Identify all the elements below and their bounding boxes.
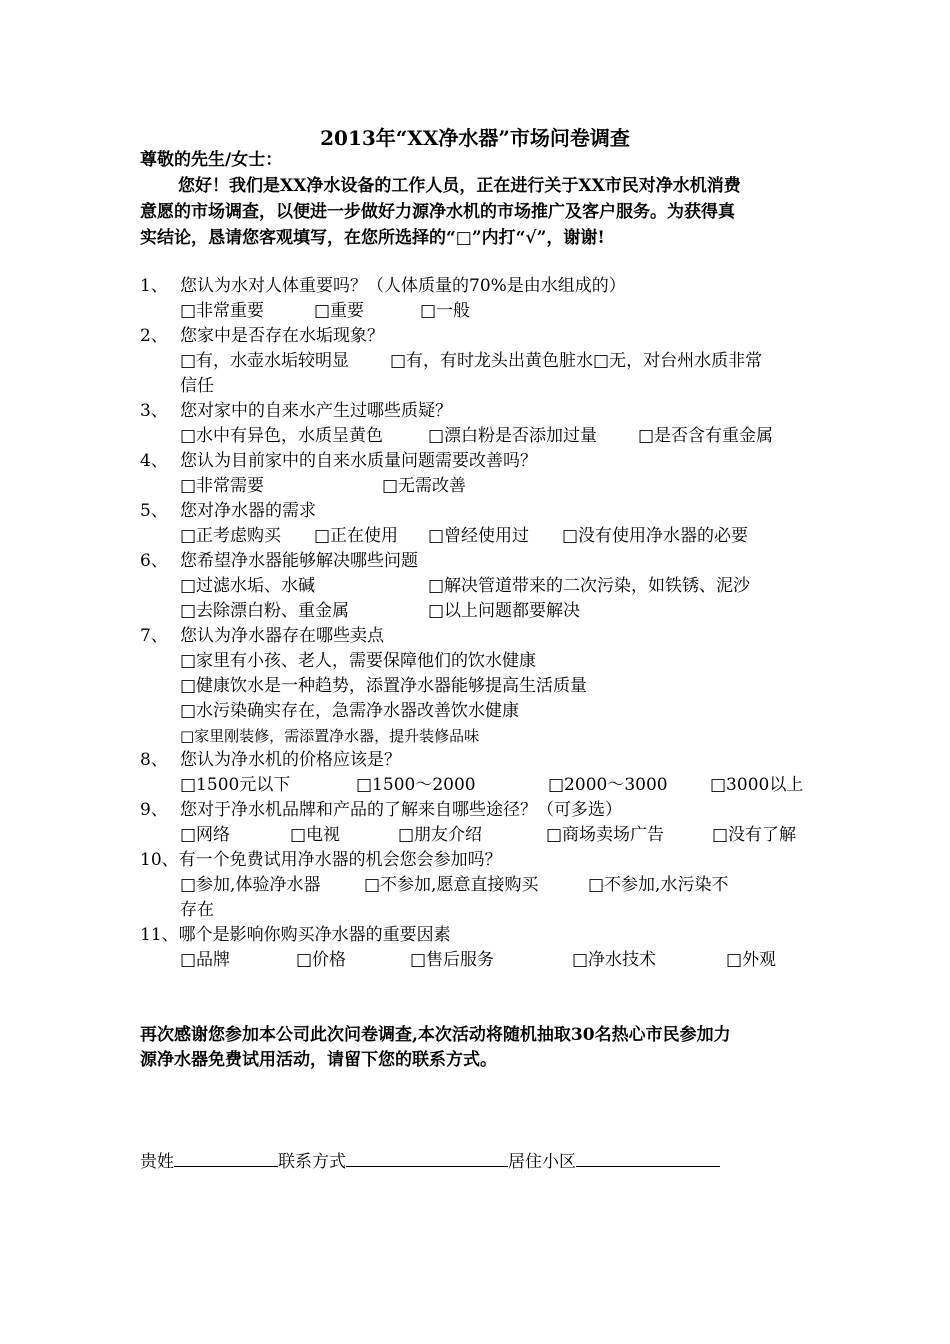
community-label: 居住小区 [508,1152,576,1172]
question-3 [140,399,452,423]
question-11 [140,923,451,947]
q9-option-3[interactable]: □朋友介绍 [398,825,483,845]
q4-option-2[interactable]: □无需改善 [382,476,467,496]
q2-option-1[interactable]: □有，水壶水垢较明显 [180,351,350,371]
q2-option-continuation: 信任 [180,376,214,396]
q7-option-4[interactable]: □家里刚装修，需添置净水器，提升装修品味 [180,727,480,745]
question-6 [140,549,418,573]
q6-option-4[interactable]: □以上问题都要解决 [428,601,581,621]
question-5 [140,499,316,523]
q10-option-1[interactable]: □参加,体验净水器 [180,875,321,895]
question-text: 您对家中的自来水产生过哪些质疑？ [180,401,452,421]
question-number: 11、 [140,925,179,945]
question-text: 您认为水对人体重要吗？（人体质量的70%是由水组成的） [180,276,626,296]
q11-option-5[interactable]: □外观 [726,950,777,970]
q10-option-2[interactable]: □不参加,愿意直接购买 [364,875,539,895]
q3-option-2[interactable]: □漂白粉是否添加过量 [428,426,598,446]
question-9 [140,798,622,822]
surname-field[interactable] [174,1148,278,1167]
question-text: 您对净水器的需求 [180,501,316,521]
intro-line-1: 您好！我们是XX净水设备的工作人员，正在进行关于XX市民对净水机消费 [178,176,741,196]
contact-label: 联系方式 [278,1152,346,1172]
question-text: 有一个免费试用净水器的机会您会参加吗？ [178,850,502,870]
q1-option-1[interactable]: □非常重要 [180,301,265,321]
question-number: 5、 [140,501,168,521]
q4-option-1[interactable]: □非常需要 [180,476,265,496]
q6-option-1[interactable]: □过滤水垢、水碱 [180,576,316,596]
question-text: 您认为净水机的价格应该是？ [180,750,401,770]
question-number: 9、 [140,800,168,820]
question-8 [140,748,401,772]
question-text: 您认为目前家中的自来水质量问题需要改善吗？ [180,451,537,471]
q1-option-2[interactable]: □重要 [314,301,365,321]
closing-line-1: 再次感谢您参加本公司此次问卷调查,本次活动将随机抽取30名热心市民参加力 [140,1025,731,1045]
intro-line-2: 意愿的市场调查，以便进一步做好力源净水机的市场推广及客户服务。为获得真 [140,202,735,222]
question-number: 6、 [140,551,168,571]
question-number: 4、 [140,451,168,471]
question-text: 您对于净水机品牌和产品的了解来自哪些途径？（可多选） [180,800,622,820]
q7-option-2[interactable]: □健康饮水是一种趋势，添置净水器能够提高生活质量 [180,676,588,696]
question-number: 3、 [140,401,168,421]
question-4 [140,449,537,473]
salutation: 尊敬的先生/女士： [140,150,283,170]
q3-option-3[interactable]: □是否含有重金属 [638,426,774,446]
question-10 [140,848,502,872]
question-text: 您认为净水器存在哪些卖点 [180,626,384,646]
q9-option-2[interactable]: □电视 [290,825,341,845]
contact-field[interactable] [346,1148,508,1167]
q5-option-2[interactable]: □正在使用 [314,526,399,546]
q3-option-1[interactable]: □水中有异色，水质呈黄色 [180,426,384,446]
question-number: 1、 [140,276,168,296]
q7-option-3[interactable]: □水污染确实存在，急需净水器改善饮水健康 [180,701,520,721]
q5-option-1[interactable]: □正考虑购买 [180,526,282,546]
page-title: 2013年“XX净水器”市场问卷调查 [320,126,630,150]
q2-option-2[interactable]: □有，有时龙头出黄色脏水□无，对台州水质非常 [390,351,763,371]
contact-row [140,1148,720,1174]
q11-option-1[interactable]: □品牌 [180,950,231,970]
q11-option-4[interactable]: □净水技术 [572,950,657,970]
q7-option-1[interactable]: □家里有小孩、老人，需要保障他们的饮水健康 [180,651,537,671]
question-text: 您希望净水器能够解决哪些问题 [180,551,418,571]
intro-line-3: 实结论，恳请您客观填写，在您所选择的“□”内打“√”，谢谢! [140,228,605,248]
q8-option-1[interactable]: □1500元以下 [180,775,291,795]
q9-option-4[interactable]: □商场卖场广告 [546,825,665,845]
q11-option-3[interactable]: □售后服务 [410,950,495,970]
question-number: 2、 [140,326,168,346]
question-number: 8、 [140,750,168,770]
community-field[interactable] [576,1148,720,1167]
q8-option-3[interactable]: □2000～3000 [548,775,668,795]
q11-option-2[interactable]: □价格 [296,950,347,970]
question-2 [140,324,384,348]
question-7 [140,624,384,648]
question-text: 哪个是影响你购买净水器的重要因素 [178,925,451,945]
question-text: 您家中是否存在水垢现象？ [180,326,384,346]
question-number: 10、 [140,850,179,870]
q5-option-4[interactable]: □没有使用净水器的必要 [562,526,749,546]
q8-option-2[interactable]: □1500～2000 [356,775,476,795]
q6-option-2[interactable]: □解决管道带来的二次污染，如铁锈、泥沙 [428,576,751,596]
closing-line-2: 源净水器免费试用活动，请留下您的联系方式。 [140,1050,497,1070]
q9-option-1[interactable]: □网络 [180,825,231,845]
surname-label: 贵姓 [140,1152,174,1172]
question-1 [140,274,626,298]
q9-option-5[interactable]: □没有了解 [712,825,797,845]
q1-option-3[interactable]: □一般 [420,301,471,321]
q6-option-3[interactable]: □去除漂白粉、重金属 [180,601,350,621]
q8-option-4[interactable]: □3000以上 [710,775,804,795]
q10-option-continuation: 存在 [180,900,214,920]
q5-option-3[interactable]: □曾经使用过 [428,526,530,546]
q10-option-3[interactable]: □不参加,水污染不 [588,875,729,895]
question-number: 7、 [140,626,168,646]
